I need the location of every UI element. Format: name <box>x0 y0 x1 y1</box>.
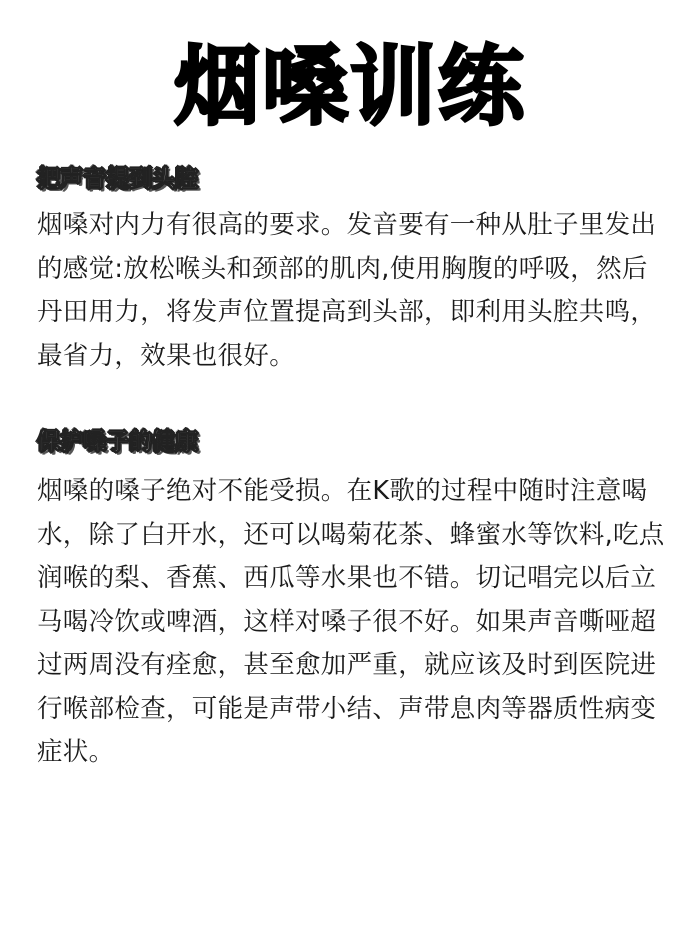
section-heading-head-resonance: 把声音提到头腔 <box>37 166 198 192</box>
section-heading-voice-health: 保护嗓子的健康 <box>37 429 198 455</box>
section-paragraph-voice-health: 烟嗓的嗓子绝对不能受损。在K歌的过程中随时注意喝水，除了白开水，还可以喝菊花茶、蜂蜜水等饮料,吃点润喉的梨、香蕉、西瓜等水果也不错。切记唱完以后立马喝冷饮或啤酒，这样对嗓子很不好。如果声音嘶哑超过两周没有痊愈，甚至愈加严重，就应该及时到医院进行喉部检查，可能是声带小结、声带息肉等器质性病变症状。 <box>37 476 665 767</box>
section-paragraph-head-resonance: 烟嗓对内力有很高的要求。发音要有一种从肚子里发出的感觉:放松喉头和颈部的肌肉,使用胸腹的呼吸，然后丹田用力，将发声位置提高到头部，即利用头腔共鸣，最省力，效果也很好。 <box>37 210 657 371</box>
page-title: 烟嗓训练 <box>174 37 526 137</box>
